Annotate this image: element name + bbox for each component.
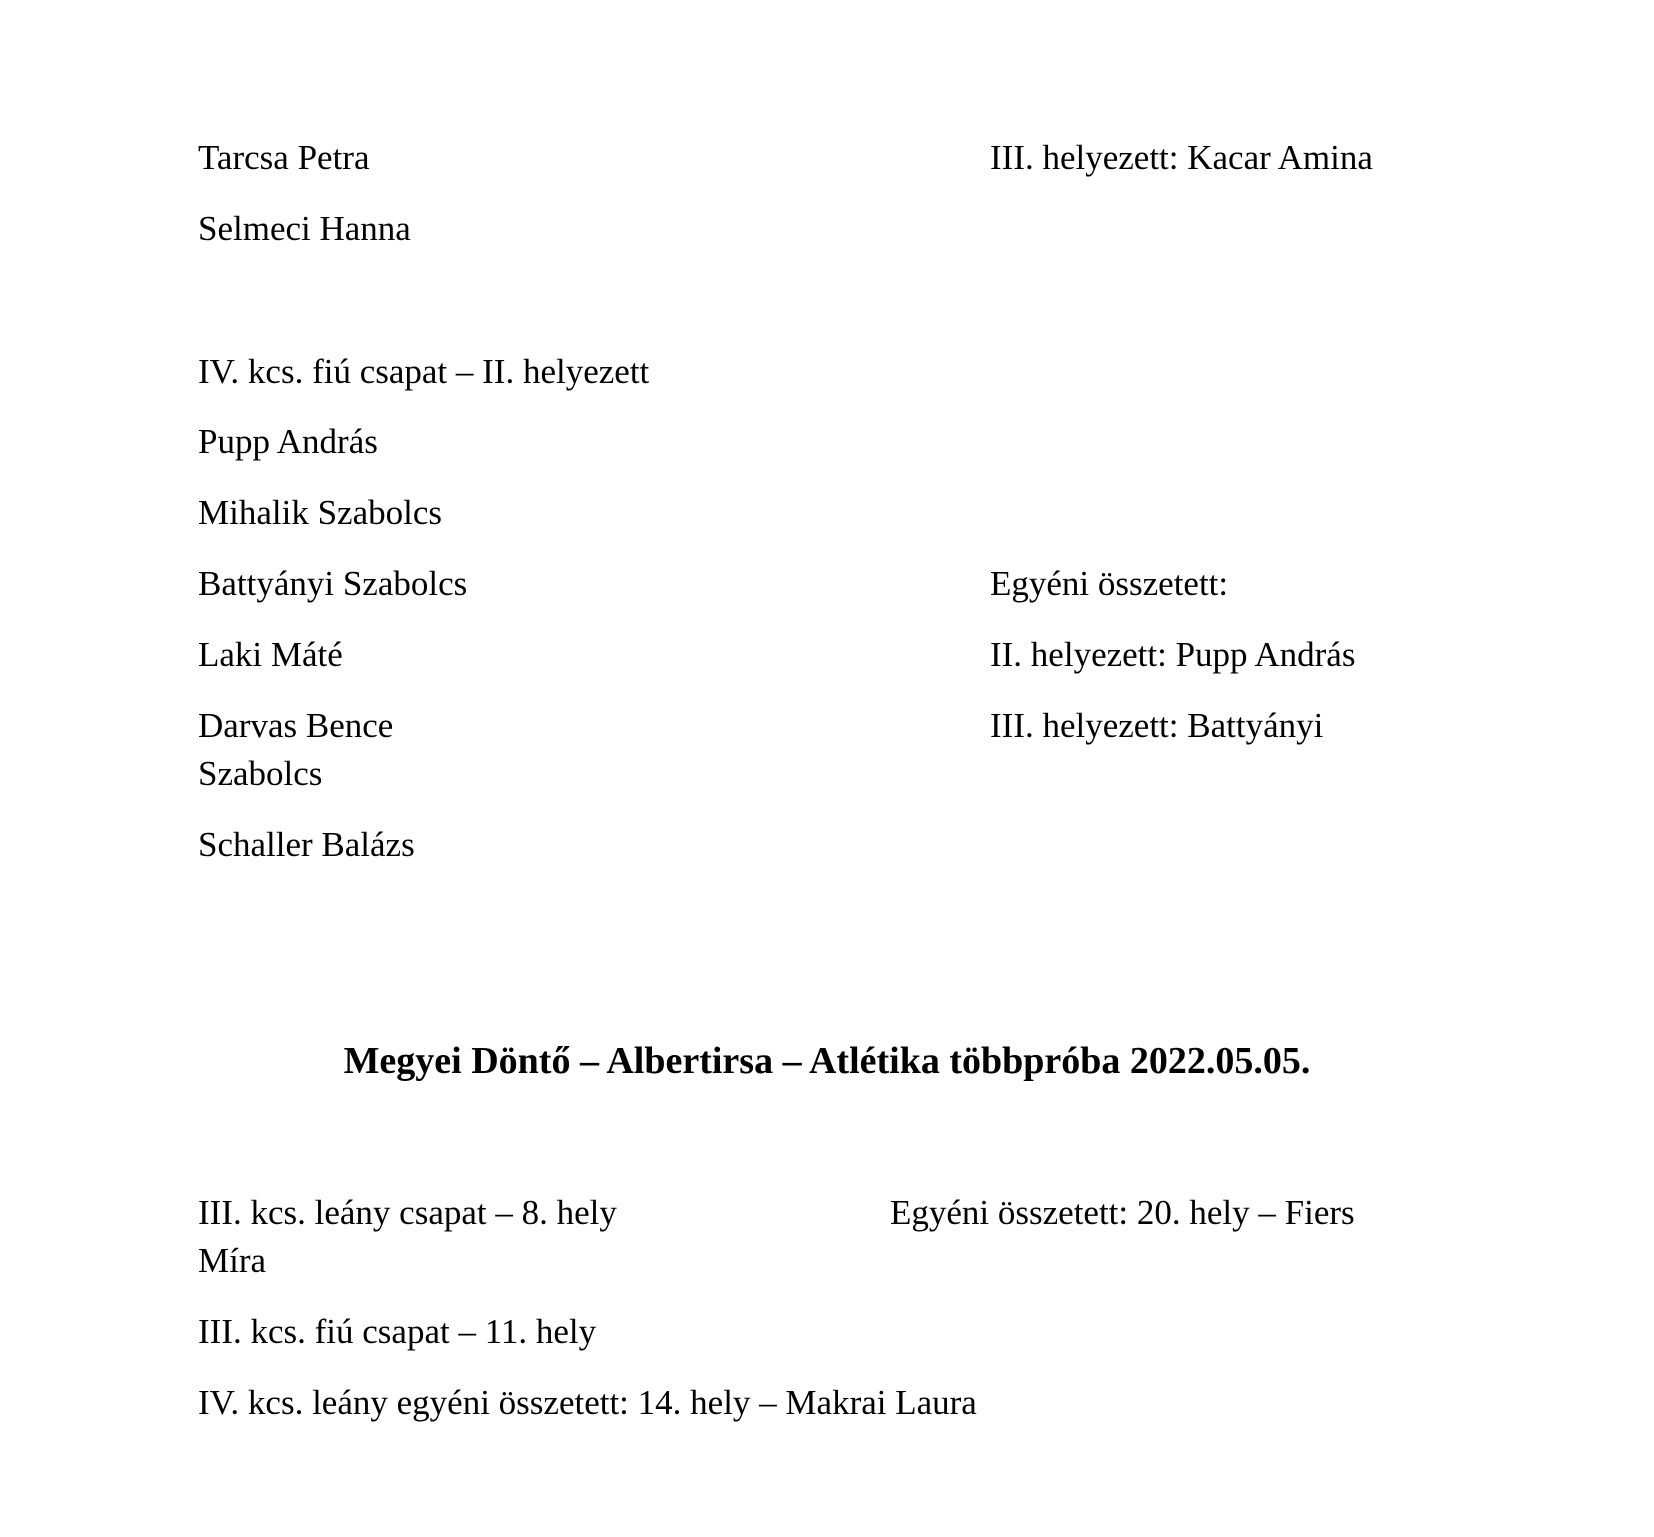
- girls-individual-result: Egyéni összetett: 20. hely – Fiers: [890, 1193, 1355, 1232]
- individual-second-place: II. helyezett: Pupp András: [990, 635, 1356, 674]
- member-schaller-balazs: Schaller Balázs: [198, 825, 415, 864]
- member-battyanyi-szabolcs: Battyányi Szabolcs: [198, 564, 468, 603]
- individual-third-place: III. helyezett: Battyányi: [990, 706, 1324, 745]
- name-tarcsa-petra: Tarcsa Petra: [198, 138, 370, 177]
- girls-individual-result-continued: Míra: [198, 1241, 267, 1280]
- third-place-kacar-amina: III. helyezett: Kacar Amina: [990, 138, 1373, 177]
- member-pupp-andras: Pupp András: [198, 422, 378, 461]
- name-selmeci-hanna: Selmeci Hanna: [198, 209, 411, 248]
- section-heading: Megyei Döntő – Albertirsa – Atlétika többpróba 2022.05.05.: [343, 1040, 1311, 1082]
- individual-title: Egyéni összetett:: [990, 564, 1229, 603]
- girls-team-result: III. kcs. leány csapat – 8. hely: [198, 1193, 617, 1232]
- individual-third-place-continued: Szabolcs: [198, 754, 323, 793]
- member-darvas-bence: Darvas Bence: [198, 706, 394, 745]
- boys-team-title: IV. kcs. fiú csapat – II. helyezett: [198, 352, 650, 391]
- member-mihalik-szabolcs: Mihalik Szabolcs: [198, 493, 442, 532]
- boys-team-result: III. kcs. fiú csapat – 11. hely: [198, 1312, 597, 1351]
- girls-iv-individual-result: IV. kcs. leány egyéni összetett: 14. hely – Makrai Laura: [198, 1383, 977, 1422]
- member-laki-mate: Laki Máté: [198, 635, 343, 674]
